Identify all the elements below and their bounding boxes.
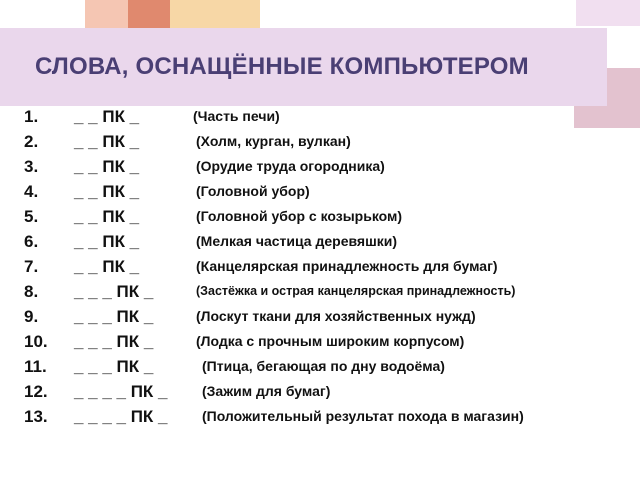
item-hint: (Холм, курган, вулкан) [196,133,351,149]
list-item [0,129,640,154]
list-item [0,204,640,229]
page-title: СЛОВА, ОСНАЩЁННЫЕ КОМПЬЮТЕРОМ [35,53,529,80]
item-number: 3. [24,157,39,176]
decor-square-lilac [576,0,640,26]
item-number: 2. [24,132,39,151]
item-hint: (Положительный результат похода в магазин) [202,408,524,424]
item-word-pattern: _ _ ПК _ [74,232,140,251]
item-number: 11. [24,357,47,376]
item-word-pattern: _ _ ПК _ [74,157,140,176]
item-number: 4. [24,182,39,201]
item-word-pattern: _ _ ПК _ [74,207,140,226]
list-item [0,229,640,254]
list-item [0,104,640,129]
item-number: 7. [24,257,39,276]
item-number: 1. [24,107,39,126]
puzzle-list [0,104,640,429]
item-number: 12. [24,382,48,401]
item-hint: (Зажим для бумаг) [202,383,331,399]
list-item [0,404,640,429]
list-item [0,304,640,329]
item-word-pattern: _ _ ПК _ [74,182,140,201]
item-hint: (Орудие труда огородника) [196,158,385,174]
item-hint: (Головной убор с козырьком) [196,208,403,224]
list-item [0,179,640,204]
item-hint: (Мелкая частица деревяшки) [196,233,398,249]
item-word-pattern: _ _ _ ПК _ [74,357,154,376]
item-number: 13. [24,407,48,426]
item-number: 5. [24,207,39,226]
item-hint: (Головной убор) [196,183,310,199]
item-word-pattern: _ _ _ _ ПК _ [74,407,168,426]
title-banner [0,28,607,106]
item-hint: (Канцелярская принадлежность для бумаг) [196,258,498,274]
item-number: 9. [24,307,39,326]
item-word-pattern: _ _ _ _ ПК _ [74,382,168,401]
item-hint: (Часть печи) [193,108,280,124]
item-hint: (Птица, бегающая по дну водоёма) [202,358,445,374]
list-item [0,279,640,304]
item-number: 10. [24,332,48,351]
list-item [0,154,640,179]
item-word-pattern: _ _ ПК _ [74,132,140,151]
item-word-pattern: _ _ ПК _ [74,107,140,126]
item-hint: (Лодка с прочным широким корпусом) [196,333,465,349]
list-item [0,354,640,379]
item-word-pattern: _ _ _ ПК _ [74,332,154,351]
item-hint: (Застёжка и острая канцелярская принадлежность) [196,284,516,298]
item-word-pattern: _ _ _ ПК _ [74,282,154,301]
item-word-pattern: _ _ _ ПК _ [74,307,154,326]
item-hint: (Лоскут ткани для хозяйственных нужд) [196,308,476,324]
list-item [0,329,640,354]
item-number: 8. [24,282,39,301]
list-item [0,254,640,279]
item-word-pattern: _ _ ПК _ [74,257,140,276]
item-number: 6. [24,232,39,251]
list-item [0,379,640,404]
